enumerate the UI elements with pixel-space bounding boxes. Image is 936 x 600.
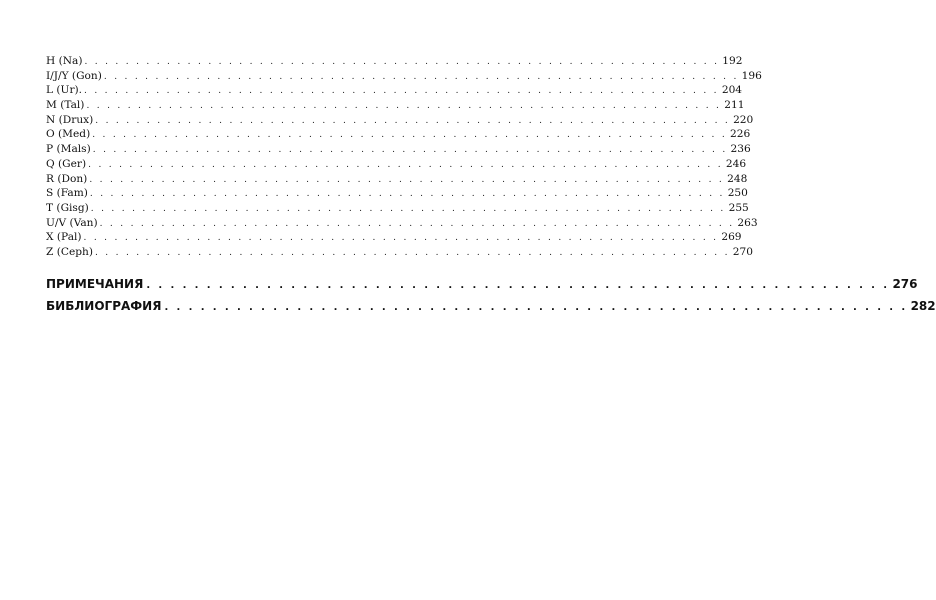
toc-entry-page: 248 [727, 172, 748, 185]
toc-entry-label: U/V (Van) [46, 216, 98, 229]
leader-dots: . . . . . . . . . . . . . . . . . . . . . . . . . . . . . . . . . . . . . . . . . . . . . . . . . . . . . . . . . . . . . . [92, 130, 728, 141]
toc-entry-page: 269 [721, 231, 742, 244]
toc-section-page: 282 [910, 299, 936, 313]
leader-dots: . . . . . . . . . . . . . . . . . . . . . . . . . . . . . . . . . . . . . . . . . . . . . . . . . . . . . . . . . . . . . . [92, 145, 728, 156]
toc-entry-page: 204 [721, 84, 743, 97]
leader-dots: . . . . . . . . . . . . . . . . . . . . . . . . . . . . . . . . . . . . . . . . . . . . . . . . . . . . . . . . . . . . . . [86, 101, 722, 112]
toc-entry-page: 246 [725, 157, 747, 170]
toc-entry-label: O (Med) [46, 128, 91, 141]
toc-entry-page: 236 [730, 143, 751, 156]
toc-entry-label: L (Ur). [46, 84, 83, 97]
toc-entry-n [46, 113, 754, 128]
leader-dots: . . . . . . . . . . . . . . . . . . . . . . . . . . . . . . . . . . . . . . . . . . . . . . . . . . . . . . . . . . . . . . [164, 302, 908, 313]
toc-section-bibliography [46, 298, 936, 316]
toc-entry-page: 196 [741, 69, 762, 82]
toc-entry-m [46, 98, 745, 113]
leader-dots: . . . . . . . . . . . . . . . . . . . . . . . . . . . . . . . . . . . . . . . . . . . . . . . . . . . . . . . . . . . . . . [84, 57, 720, 67]
leader-dots: . . . . . . . . . . . . . . . . . . . . . . . . . . . . . . . . . . . . . . . . . . . . . . . . . . . . . . . . . . . . . . [89, 189, 725, 200]
toc-entry-page: 211 [724, 99, 745, 112]
toc-section-notes [46, 276, 918, 294]
toc-entry-page: 226 [730, 128, 751, 141]
toc-entry-h [46, 54, 743, 69]
toc-entry-t [46, 201, 749, 216]
leader-dots: . . . . . . . . . . . . . . . . . . . . . . . . . . . . . . . . . . . . . . . . . . . . . . . . . . . . . . . . . . . . . . [90, 203, 726, 214]
toc-entry-q [46, 157, 747, 172]
toc-entry-o [46, 127, 751, 142]
toc-entry-page: 192 [722, 55, 743, 67]
toc-section-label: ПРИМЕЧАНИЯ [46, 277, 144, 291]
toc-entry-label: P (Mals) [46, 143, 91, 156]
toc-entry-label: T (Gisg) [46, 201, 89, 214]
toc-entry-label: X (Pal) [46, 231, 82, 244]
toc-entry-l [46, 83, 743, 98]
leader-dots: . . . . . . . . . . . . . . . . . . . . . . . . . . . . . . . . . . . . . . . . . . . . . . . . . . . . . . . . . . . . . . [94, 247, 730, 258]
toc-entry-page: 263 [737, 216, 758, 229]
toc-section-label: БИБЛИОГРАФИЯ [46, 299, 162, 313]
toc-entry-x [46, 230, 742, 245]
toc-entry-z [46, 245, 754, 260]
leader-dots: . . . . . . . . . . . . . . . . . . . . . . . . . . . . . . . . . . . . . . . . . . . . . . . . . . . . . . . . . . . . . . [89, 174, 725, 185]
toc-entry-label: I/J/Y (Gon) [46, 69, 102, 82]
toc-entry-uv [46, 216, 758, 231]
leader-dots: . . . . . . . . . . . . . . . . . . . . . . . . . . . . . . . . . . . . . . . . . . . . . . . . . . . . . . . . . . . . . . [146, 280, 890, 291]
toc-entry-label: S (Fam) [46, 187, 88, 200]
toc-entry-ijy [46, 69, 762, 84]
table-of-contents [46, 54, 762, 260]
toc-entry-label: N (Drux) [46, 113, 94, 126]
leader-dots: . . . . . . . . . . . . . . . . . . . . . . . . . . . . . . . . . . . . . . . . . . . . . . . . . . . . . . . . . . . . . . [88, 159, 723, 170]
toc-entry-page: 220 [733, 113, 754, 126]
toc-entry-page: 255 [728, 201, 749, 214]
toc-entry-label: M (Tal) [46, 99, 85, 112]
toc-entry-label: Q (Ger) [46, 157, 87, 170]
toc-entry-page: 270 [732, 245, 754, 258]
toc-entry-p [46, 142, 751, 157]
leader-dots: . . . . . . . . . . . . . . . . . . . . . . . . . . . . . . . . . . . . . . . . . . . . . . . . . . . . . . . . . . . . . . [95, 115, 731, 126]
leader-dots: . . . . . . . . . . . . . . . . . . . . . . . . . . . . . . . . . . . . . . . . . . . . . . . . . . . . . . . . . . . . . . [83, 233, 719, 244]
toc-entry-s [46, 186, 748, 201]
toc-entry-label: Z (Ceph) [46, 245, 93, 258]
toc-entry-label: R (Don) [46, 172, 88, 185]
toc-entry-r [46, 172, 748, 187]
leader-dots: . . . . . . . . . . . . . . . . . . . . . . . . . . . . . . . . . . . . . . . . . . . . . . . . . . . . . . . . . . . . . . [103, 71, 739, 82]
leader-dots: . . . . . . . . . . . . . . . . . . . . . . . . . . . . . . . . . . . . . . . . . . . . . . . . . . . . . . . . . . . . . . [84, 86, 719, 97]
toc-entry-page: 250 [727, 187, 748, 200]
toc-entry-label: H (Na) [46, 55, 83, 67]
toc-section-page: 276 [892, 277, 918, 291]
leader-dots: . . . . . . . . . . . . . . . . . . . . . . . . . . . . . . . . . . . . . . . . . . . . . . . . . . . . . . . . . . . . . . [99, 218, 735, 229]
